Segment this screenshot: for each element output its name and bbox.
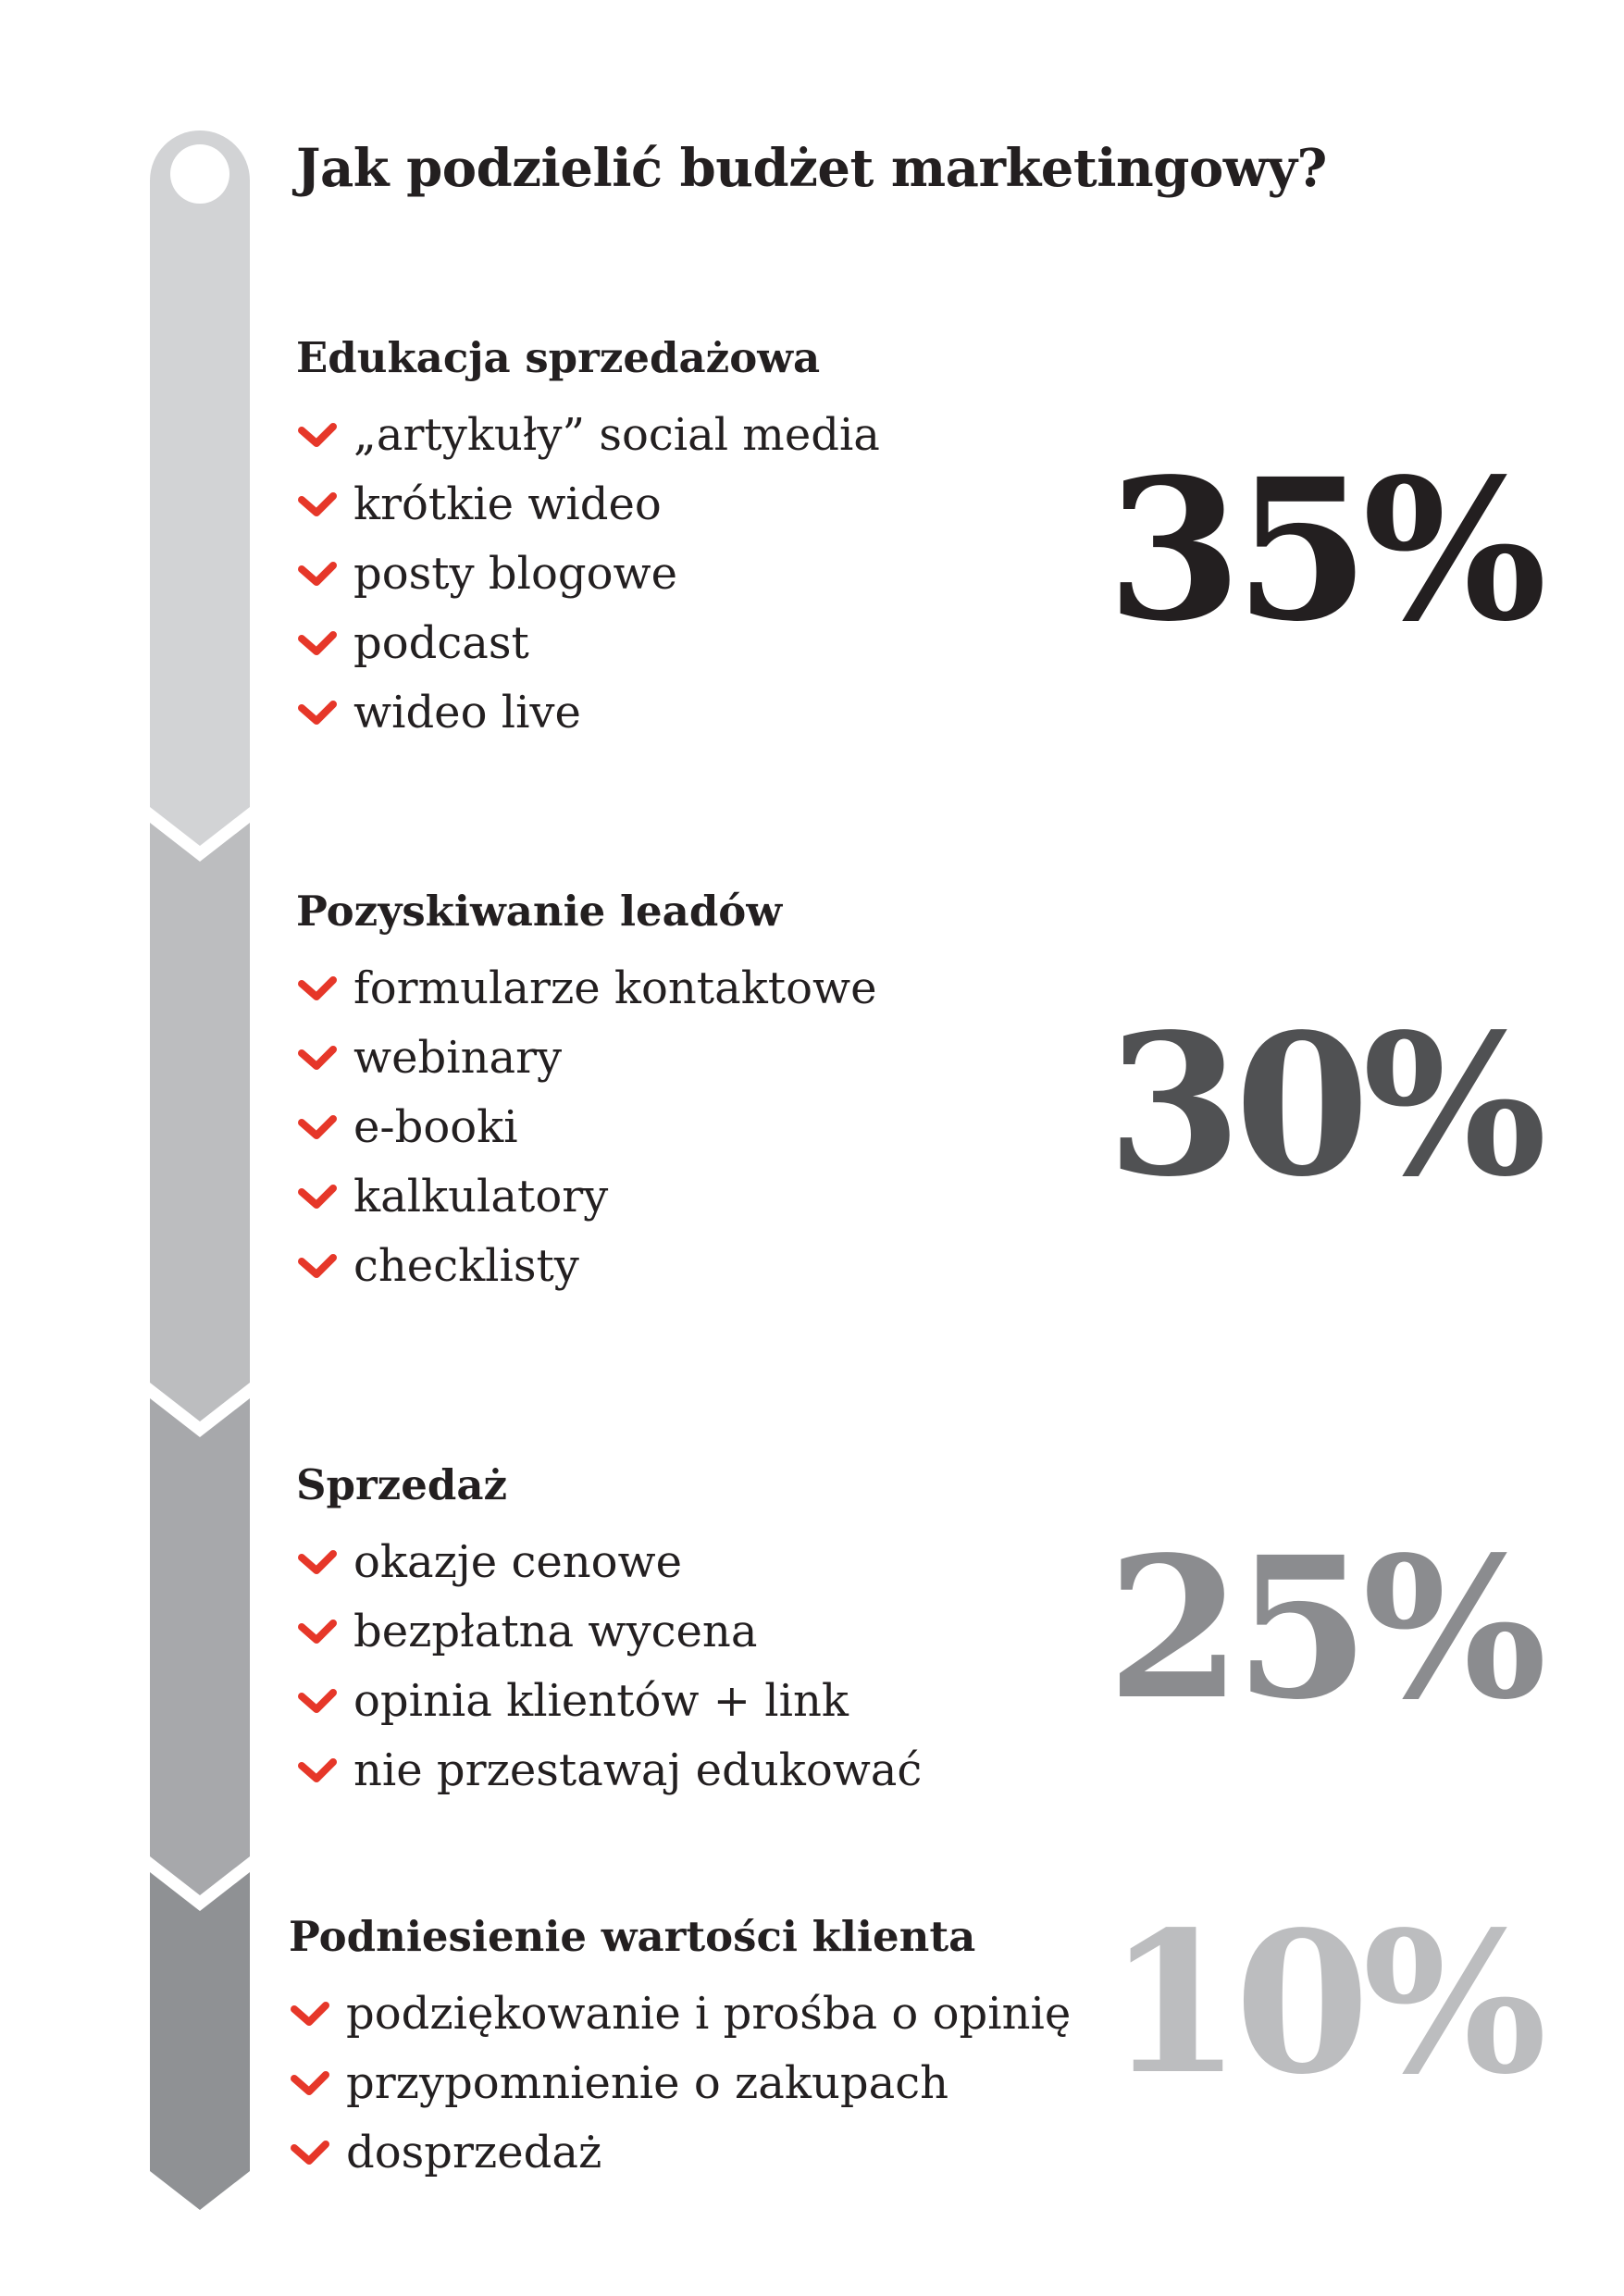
red-checkmark-icon	[289, 2067, 331, 2099]
list-item-label: webinary	[353, 1031, 563, 1084]
list-item-label: formularze kontaktowe	[353, 962, 877, 1014]
list-item-label: e-booki	[353, 1100, 518, 1153]
section-heading: Pozyskiwanie leadów	[296, 887, 783, 936]
section-heading: Edukacja sprzedażowa	[296, 333, 821, 382]
section-lead-generation	[296, 887, 876, 1300]
percent-10: 10%	[1107, 1889, 1540, 2117]
red-checkmark-icon	[296, 1546, 339, 1578]
list-item	[296, 608, 880, 677]
funnel-timeline	[0, 0, 278, 2296]
red-checkmark-icon	[296, 489, 339, 520]
list-item	[289, 2048, 1071, 2117]
red-checkmark-icon	[296, 973, 339, 1004]
section-heading: Sprzedaż	[296, 1460, 508, 1509]
list-item	[296, 677, 880, 747]
section-sales	[296, 1460, 922, 1805]
item-list	[289, 1979, 1071, 2187]
timeline-segment-4	[150, 1872, 250, 2210]
item-list	[296, 1527, 922, 1805]
list-item-label: podziękowanie i prośba o opinię	[346, 1987, 1072, 2040]
list-item-label: przypomnienie o zakupach	[346, 2056, 949, 2109]
item-list	[296, 400, 880, 747]
red-checkmark-icon	[296, 1042, 339, 1074]
list-item-label: dosprzedaż	[346, 2126, 602, 2178]
red-checkmark-icon	[296, 558, 339, 590]
list-item	[296, 1023, 876, 1092]
red-checkmark-icon	[296, 1111, 339, 1143]
list-item-label: „artykuły” social media	[353, 408, 880, 461]
section-heading: Podniesienie wartości klienta	[289, 1912, 976, 1961]
list-item-label: opinia klientów + link	[353, 1674, 849, 1727]
red-checkmark-icon	[296, 1685, 339, 1717]
section-customer-value	[289, 1912, 1071, 2187]
list-item	[296, 1092, 876, 1161]
list-item	[296, 953, 876, 1023]
list-item-label: kalkulatory	[353, 1170, 609, 1222]
list-item-label: checklisty	[353, 1239, 579, 1292]
percent-25: 25%	[1107, 1514, 1540, 1743]
list-item	[296, 1161, 876, 1231]
red-checkmark-icon	[296, 1250, 339, 1282]
list-item	[289, 2117, 1071, 2187]
percent-30: 30%	[1107, 991, 1540, 1220]
list-item	[296, 1527, 922, 1596]
list-item-label: okazje cenowe	[353, 1535, 683, 1588]
list-item	[296, 539, 880, 608]
red-checkmark-icon	[296, 1181, 339, 1212]
red-checkmark-icon	[296, 1616, 339, 1647]
page-title: Jak podzielić budżet marketingowy?	[296, 138, 1327, 199]
list-item-label: nie przestawaj edukować	[353, 1744, 923, 1796]
list-item-label: bezpłatna wycena	[353, 1605, 758, 1657]
red-checkmark-icon	[289, 2137, 331, 2168]
red-checkmark-icon	[289, 1998, 331, 2029]
red-checkmark-icon	[296, 697, 339, 728]
list-item	[296, 400, 880, 469]
list-item	[296, 1596, 922, 1666]
list-item	[296, 469, 880, 539]
list-item-label: wideo live	[353, 686, 581, 738]
section-sales-education	[296, 333, 880, 747]
list-item-label: krótkie wideo	[353, 478, 662, 530]
ring-icon	[170, 144, 229, 204]
timeline-segment-3	[150, 1398, 250, 1895]
list-item	[289, 1979, 1071, 2048]
list-item	[296, 1735, 922, 1805]
timeline-segment-1	[150, 130, 250, 846]
list-item-label: posty blogowe	[353, 547, 678, 600]
list-item	[296, 1231, 876, 1300]
timeline-segment-2	[150, 823, 250, 1421]
red-checkmark-icon	[296, 419, 339, 451]
red-checkmark-icon	[296, 1755, 339, 1786]
percent-35: 35%	[1107, 436, 1540, 664]
item-list	[296, 953, 876, 1300]
list-item-label: podcast	[353, 616, 529, 669]
list-item	[296, 1666, 922, 1735]
red-checkmark-icon	[296, 627, 339, 659]
